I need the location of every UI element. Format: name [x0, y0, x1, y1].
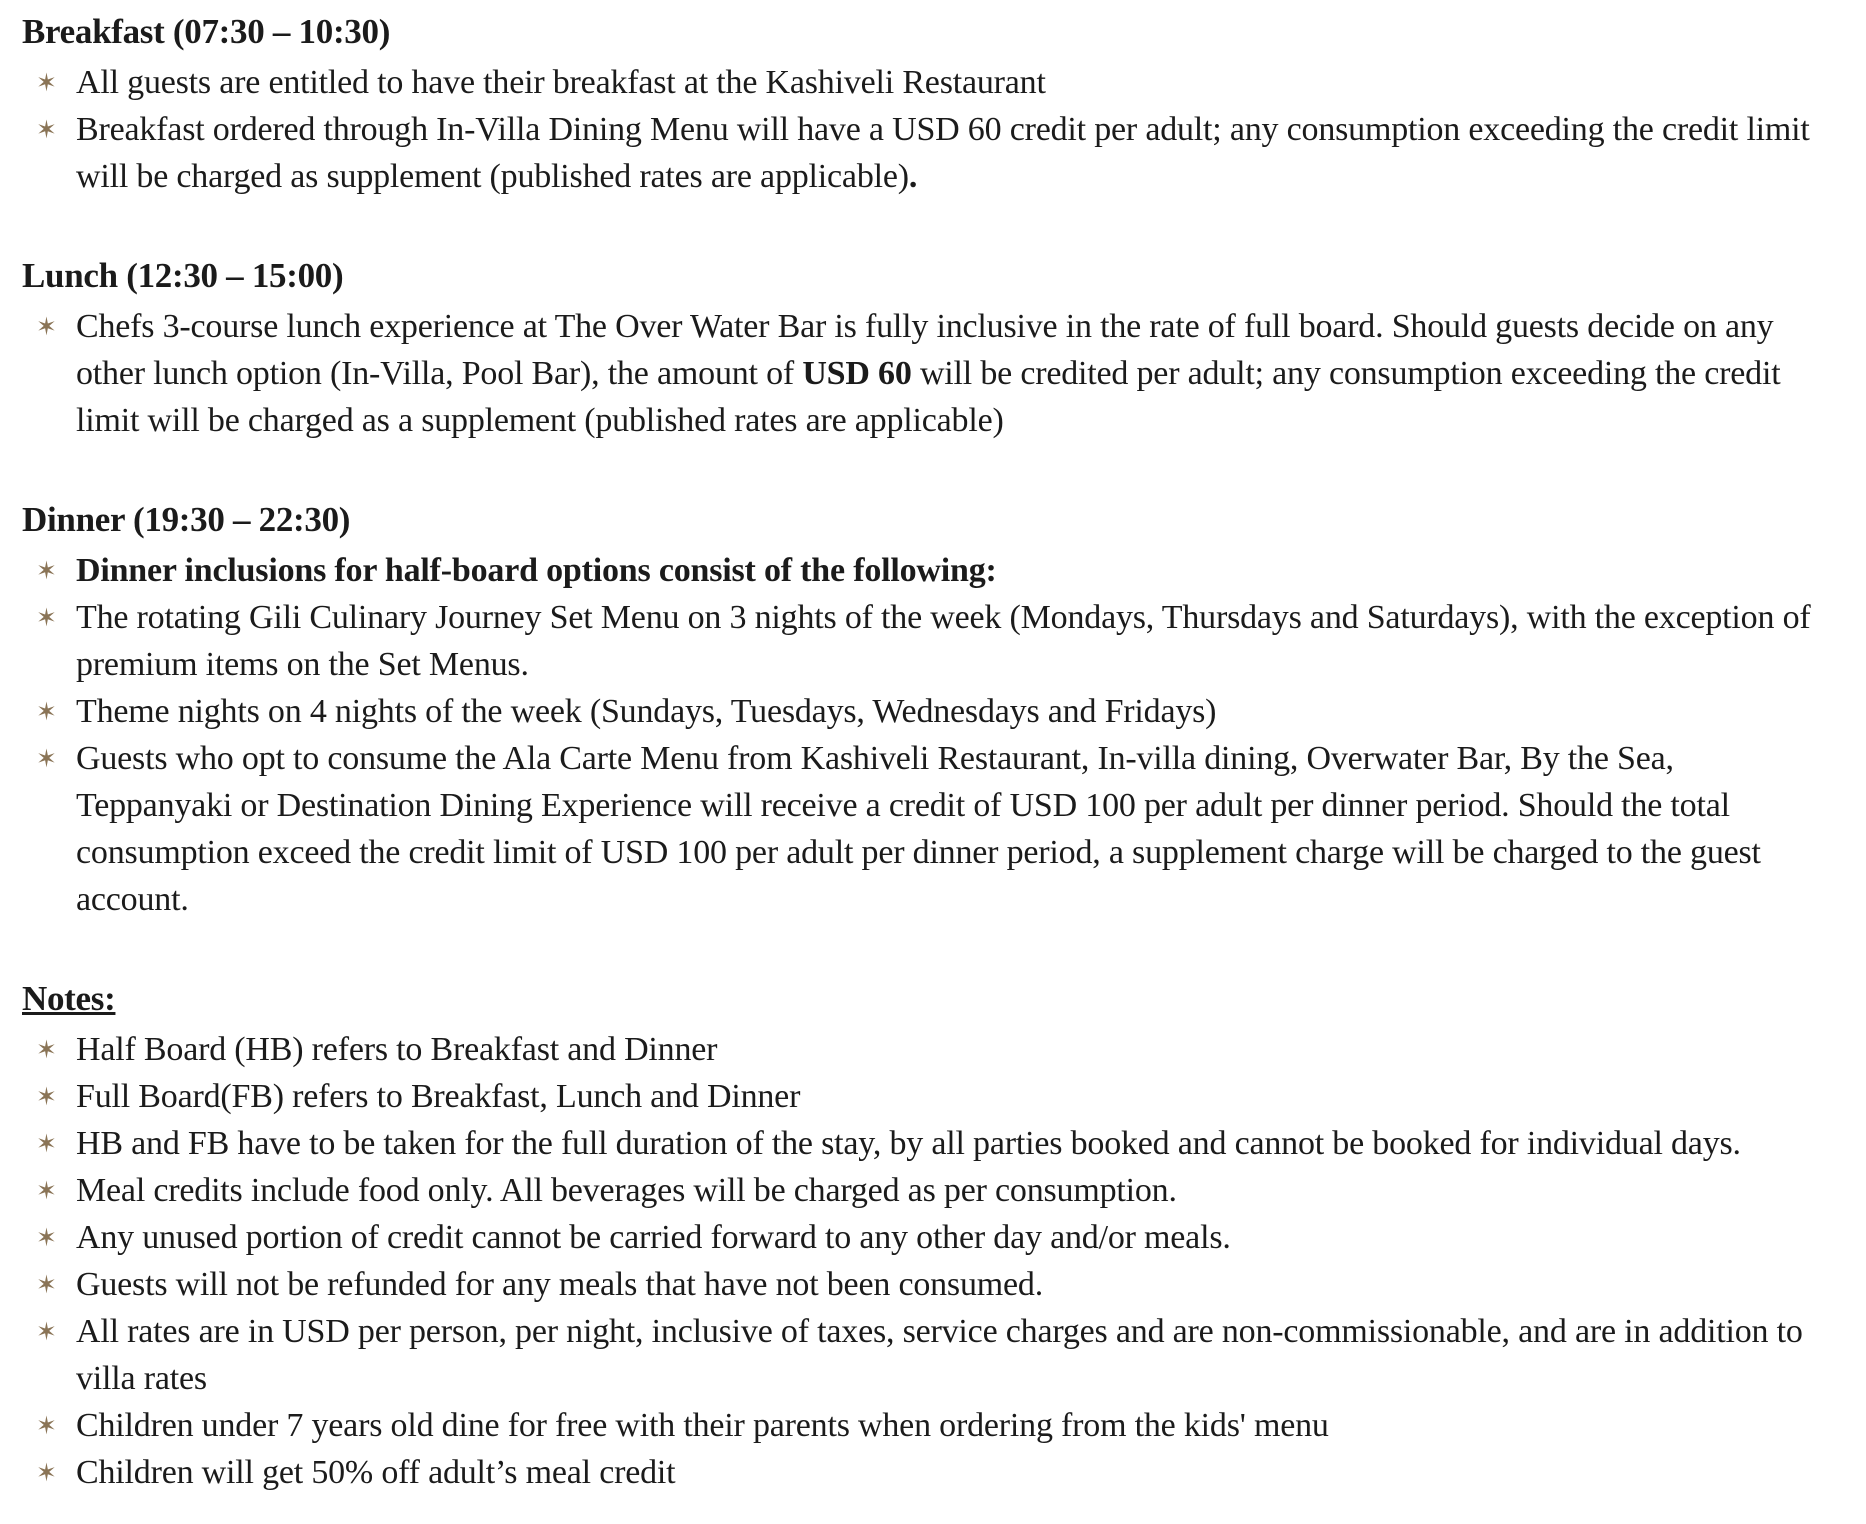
bullet-text: [76, 1167, 1814, 1214]
meal-section: [22, 975, 1814, 1496]
text-segment: Theme nights on 4 nights of the week (Sundays, Tuesdays, Wednesdays and Fridays): [76, 693, 1217, 730]
meal-section: [22, 8, 1814, 200]
star-bullet-icon: ✶: [36, 744, 57, 773]
text-segment: Half Board (HB) refers to Breakfast and Dinner: [76, 1031, 718, 1068]
star-bullet-icon: ✶: [36, 603, 57, 632]
star-bullet-icon: ✶: [36, 1082, 57, 1111]
bullet-text: [76, 735, 1814, 923]
star-bullet-icon: ✶: [36, 1223, 57, 1252]
list-item: [22, 303, 1814, 444]
star-bullet-icon: ✶: [36, 697, 57, 726]
section-heading: Dinner (19:30 – 22:30): [22, 500, 351, 539]
star-bullet-icon: ✶: [36, 312, 57, 341]
meal-section: [22, 252, 1814, 444]
section-heading: Notes:: [22, 979, 116, 1018]
text-segment: USD 60: [802, 355, 912, 392]
list-item: [22, 1167, 1814, 1214]
text-segment: HB and FB have to be taken for the full duration of the stay, by all parties booked and cannot be booked for individual days.: [76, 1125, 1741, 1162]
text-segment: Chefs 3-course lunch experience at The Over Water Bar is fully inclusive in the rate of full board. Should guests decide on any other lunch option (In-Villa, Pool Bar), the amount of: [76, 308, 1774, 392]
bullet-text: [76, 1402, 1814, 1449]
star-bullet-icon: ✶: [36, 115, 57, 144]
list-item: [22, 1261, 1814, 1308]
bullet-text: [76, 594, 1814, 688]
star-bullet-icon: ✶: [36, 1458, 57, 1487]
text-segment: .: [908, 158, 918, 195]
bullet-text: [76, 1073, 1814, 1120]
list-item: [22, 1026, 1814, 1073]
text-segment: The rotating Gili Culinary Journey Set Menu on 3 nights of the week (Mondays, Thursdays and Saturdays), with the exception of premium items on the Set Menus.: [76, 599, 1811, 683]
text-segment: All rates are in USD per person, per night, inclusive of taxes, service charges and are non-commissionable, and are in addition to villa rates: [76, 1313, 1803, 1397]
text-segment: Guests will not be refunded for any meals that have not been consumed.: [76, 1266, 1044, 1303]
bullet-text: [76, 1120, 1814, 1167]
text-segment: All guests are entitled to have their breakfast at the Kashiveli Restaurant: [76, 64, 1046, 101]
text-segment: Meal credits include food only. All beverages will be charged as per consumption.: [76, 1172, 1177, 1209]
list-item: [22, 1308, 1814, 1402]
bullet-text: [76, 1026, 1814, 1073]
bullet-list: [22, 59, 1814, 200]
bullet-text: [76, 688, 1814, 735]
text-segment: will be credited per adult; any consumption exceeding the credit limit will be charged as a supplement (published rates are applicable): [76, 355, 1781, 439]
section-heading: Breakfast (07:30 – 10:30): [22, 12, 391, 51]
text-segment: Breakfast ordered through In-Villa Dining Menu will have a USD 60 credit per adult; any consumption exceeding the credit limit will be charged as supplement (published rates are applicable): [76, 111, 1810, 195]
bullet-text: [76, 303, 1814, 444]
list-item: [22, 1214, 1814, 1261]
text-segment: Full Board(FB) refers to Breakfast, Lunch and Dinner: [76, 1078, 801, 1115]
bullet-text: [76, 106, 1814, 200]
text-segment: Guests who opt to consume the Ala Carte Menu from Kashiveli Restaurant, In-villa dining, Overwater Bar, By the Sea, Teppanyaki or Destination Dining Experience will receive a credit of USD 100 per adult per dinner period. Should the total consumption exceed the credit limit of USD 100 per adult per dinner period, a supplement charge will be charged to the guest account.: [76, 740, 1761, 918]
text-segment: Any unused portion of credit cannot be carried forward to any other day and/or meals.: [76, 1219, 1231, 1256]
star-bullet-icon: ✶: [36, 68, 57, 97]
bullet-text: [76, 1449, 1814, 1496]
star-bullet-icon: ✶: [36, 1411, 57, 1440]
bullet-text: [76, 1214, 1814, 1261]
list-item: [22, 1073, 1814, 1120]
star-bullet-icon: ✶: [36, 556, 57, 585]
list-item: [22, 594, 1814, 688]
star-bullet-icon: ✶: [36, 1035, 57, 1064]
star-bullet-icon: ✶: [36, 1270, 57, 1299]
bullet-list: [22, 1026, 1814, 1496]
text-segment: Children will get 50% off adult’s meal credit: [76, 1454, 676, 1491]
bullet-text: [76, 1261, 1814, 1308]
section-heading: Lunch (12:30 – 15:00): [22, 256, 344, 295]
star-bullet-icon: ✶: [36, 1129, 57, 1158]
star-bullet-icon: ✶: [36, 1317, 57, 1346]
list-item: [22, 1402, 1814, 1449]
list-item: [22, 1449, 1814, 1496]
bullet-text: [76, 59, 1814, 106]
text-segment: Dinner inclusions for half-board options consist of the following:: [76, 552, 997, 589]
list-item: [22, 1120, 1814, 1167]
text-segment: Children under 7 years old dine for free with their parents when ordering from the kids' menu: [76, 1407, 1329, 1444]
list-item: [22, 59, 1814, 106]
bullet-list: [22, 303, 1814, 444]
list-item: [22, 106, 1814, 200]
list-item: [22, 547, 1814, 594]
bullet-text: [76, 1308, 1814, 1402]
star-bullet-icon: ✶: [36, 1176, 57, 1205]
bullet-text: [76, 547, 1814, 594]
list-item: [22, 735, 1814, 923]
bullet-list: [22, 547, 1814, 923]
list-item: [22, 688, 1814, 735]
meal-section: [22, 496, 1814, 923]
